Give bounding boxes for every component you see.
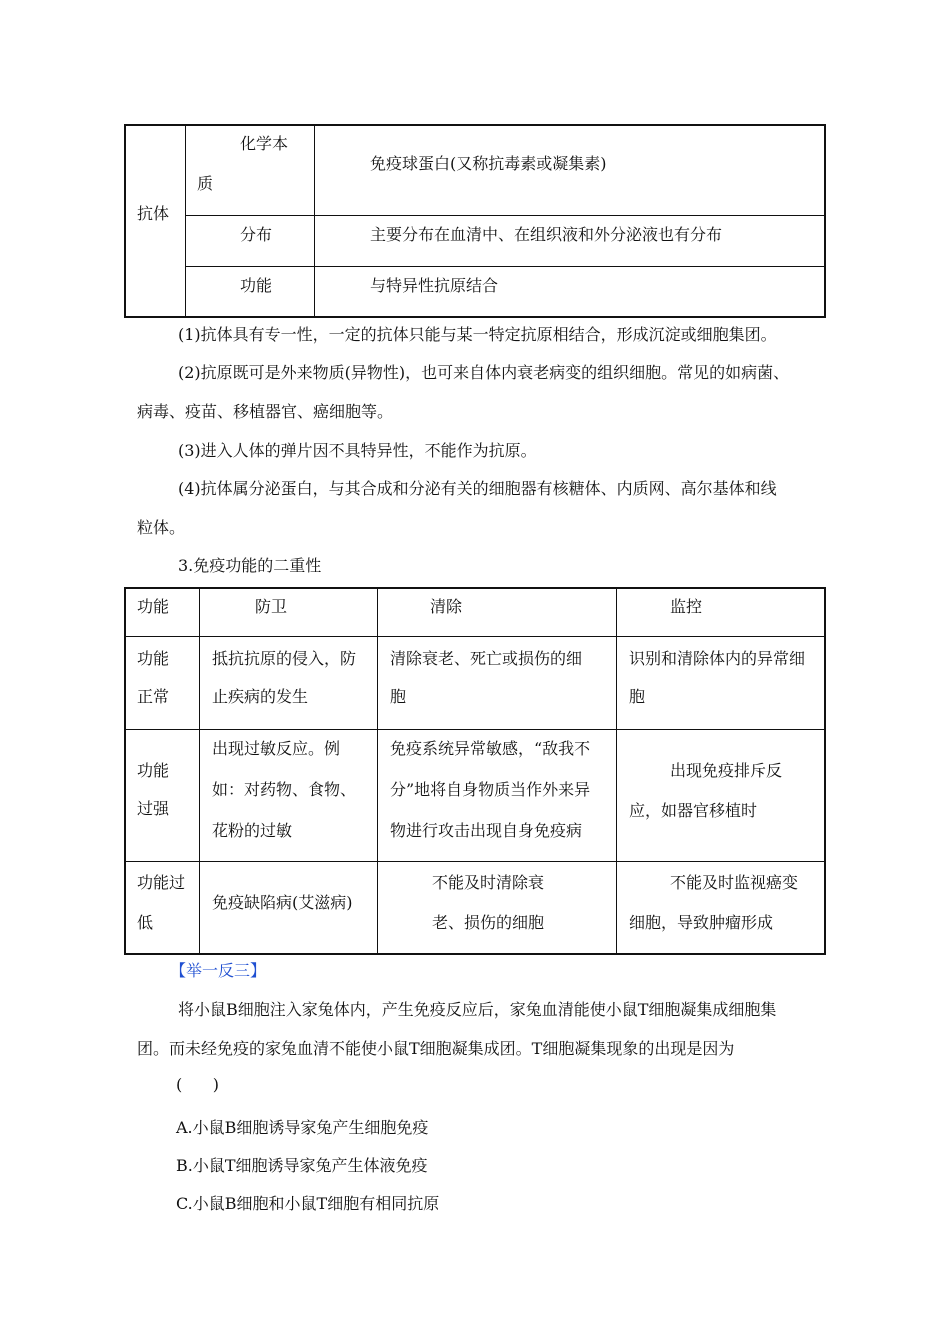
chem-nature-value: 免疫球蛋白(又称抗毒素或凝集素)	[370, 154, 607, 173]
header-surveillance: 监控	[670, 597, 703, 616]
row-normal-defense: 抵抗抗原的侵入，防	[212, 649, 357, 668]
row-excess-clearance: 免疫系统异常敏感，“敌我不	[390, 739, 591, 758]
row-normal-clearance: 清除衰老、死亡或损伤的细	[390, 649, 583, 668]
row-normal-label-cont: 正常	[137, 687, 170, 706]
example-tag: 【举一反三】	[170, 961, 267, 980]
row-normal-label: 功能	[137, 649, 170, 668]
note-3: (3)进入人体的弹片因不具特异性，不能作为抗原。	[178, 441, 537, 460]
row-excess-surveillance-cont: 应，如器官移植时	[629, 801, 758, 820]
distribution-label: 分布	[240, 225, 273, 244]
option-b: B.小鼠T细胞诱导家兔产生体液免疫	[176, 1156, 428, 1175]
header-defense: 防卫	[255, 597, 288, 616]
row-low-clearance: 不能及时清除衰	[432, 873, 545, 892]
note-1: (1)抗体具有专一性，一定的抗体只能与某一特定抗原相结合，形成沉淀或细胞集团。	[178, 325, 777, 344]
chem-nature-label-cont: 质	[197, 174, 214, 193]
row-excess-clearance-3: 物进行攻击出现自身免疫病	[390, 821, 583, 840]
header-clearance: 清除	[430, 597, 463, 616]
row-low-surveillance-cont: 细胞，导致肿瘤形成	[629, 913, 774, 932]
row-low-surveillance: 不能及时监视癌变	[670, 873, 799, 892]
option-a: A.小鼠B细胞诱导家兔产生细胞免疫	[176, 1118, 429, 1137]
row-low-label: 功能过	[137, 873, 186, 892]
row-excess-defense-2: 如：对药物、食物、	[212, 780, 357, 799]
row-excess-defense-3: 花粉的过敏	[212, 821, 293, 840]
antibody-row-header: 抗体	[137, 204, 170, 223]
row-excess-defense: 出现过敏反应。例	[212, 739, 341, 758]
answer-blank: ( )	[176, 1075, 219, 1094]
question-text-cont: 团。而未经免疫的家兔血清不能使小鼠T细胞凝集成团。T细胞凝集现象的出现是因为	[137, 1039, 735, 1058]
chem-nature-label: 化学本	[240, 134, 289, 153]
row-excess-surveillance: 出现免疫排斥反	[670, 761, 783, 780]
row-normal-defense-cont: 止疾病的发生	[212, 687, 309, 706]
note-2: (2)抗原既可是外来物质(异物性)，也可来自体内衰老病变的组织细胞。常见的如病菌、	[178, 363, 790, 382]
note-2-cont: 病毒、疫苗、移植器官、癌细胞等。	[137, 402, 394, 421]
row-normal-clearance-cont: 胞	[390, 687, 407, 706]
header-function: 功能	[137, 597, 170, 616]
row-normal-surveillance: 识别和清除体内的异常细	[629, 649, 806, 668]
function-label: 功能	[240, 276, 273, 295]
row-low-label-cont: 低	[137, 913, 154, 932]
row-normal-surveillance-cont: 胞	[629, 687, 646, 706]
row-low-clearance-cont: 老、损伤的细胞	[432, 913, 545, 932]
row-low-defense: 免疫缺陷病(艾滋病)	[212, 893, 353, 912]
option-c: C.小鼠B细胞和小鼠T细胞有相同抗原	[176, 1194, 440, 1213]
question-text: 将小鼠B细胞注入家兔体内，产生免疫反应后，家兔血清能使小鼠T细胞凝集成细胞集	[178, 1000, 777, 1019]
row-excess-clearance-2: 分”地将自身物质当作外来异	[390, 780, 591, 799]
row-excess-label-cont: 过强	[137, 799, 170, 818]
function-value: 与特异性抗原结合	[370, 276, 499, 295]
note-4: (4)抗体属分泌蛋白，与其合成和分泌有关的细胞器有核糖体、内质网、高尔基体和线	[178, 479, 777, 498]
row-excess-label: 功能	[137, 761, 170, 780]
distribution-value: 主要分布在血清中、在组织液和外分泌液也有分布	[370, 225, 723, 244]
note-4-cont: 粒体。	[137, 518, 186, 537]
section-title: 3.免疫功能的二重性	[178, 556, 322, 575]
